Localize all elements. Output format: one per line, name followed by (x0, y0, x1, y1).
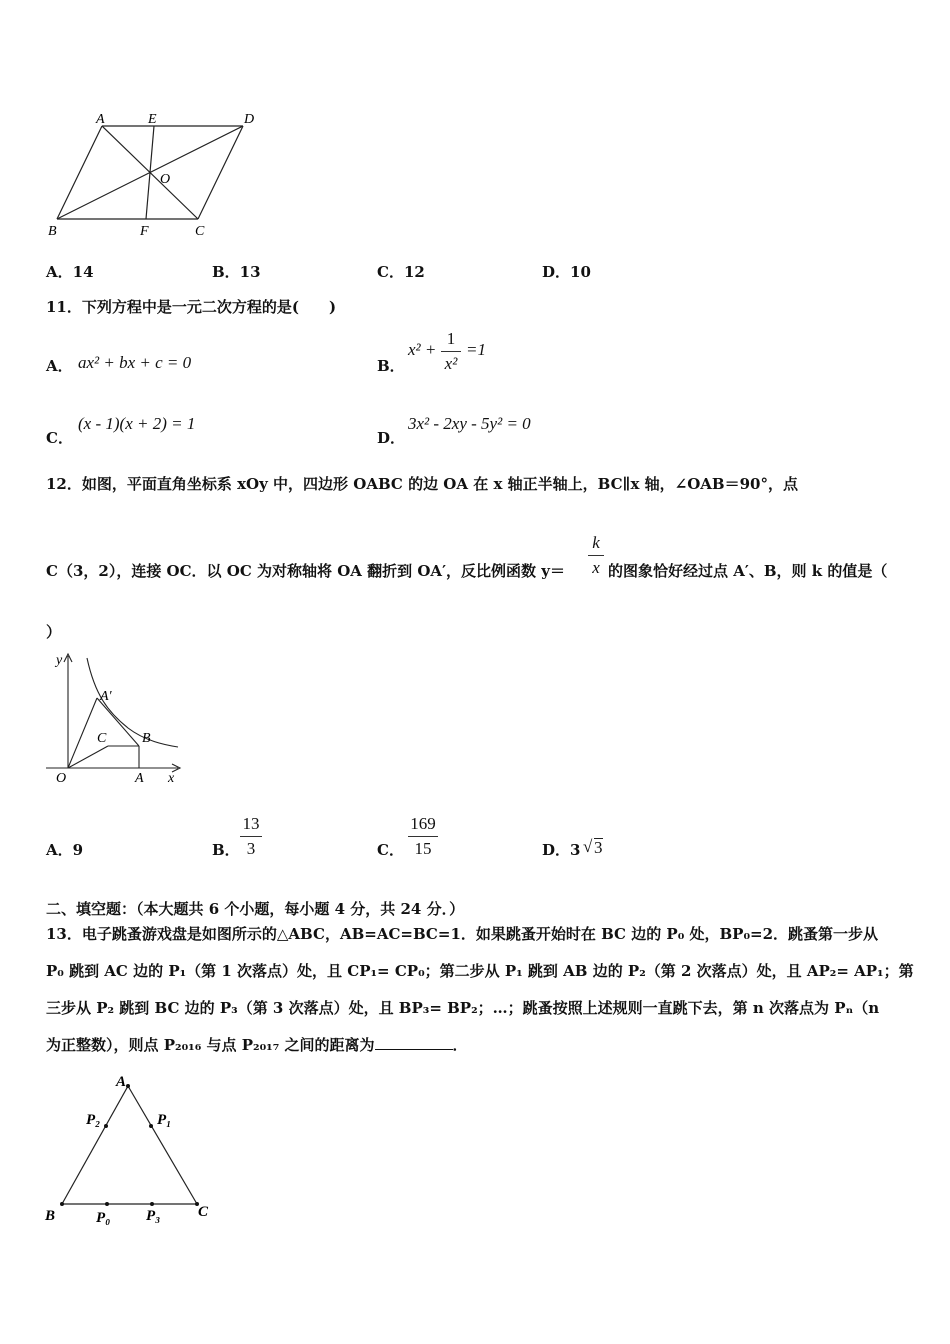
q12-option-b-den: 3 (246, 839, 256, 858)
q11-option-b-frac-num: 1 (446, 329, 456, 348)
q12-option-d-radicand: 3 (594, 838, 603, 857)
edge-ab (62, 1086, 128, 1204)
q11-option-b-expr-right: =1 (466, 340, 486, 359)
label-c: C (97, 731, 107, 746)
q11-option-b-expr-left: x² + (408, 340, 437, 359)
label-y: y (56, 653, 63, 668)
label-e: E (148, 112, 157, 127)
segment-oa-prime (68, 698, 97, 768)
section2-heading: 二、填空题：（本大题共 6 个小题，每小题 4 分，共 24 分．） (46, 900, 465, 918)
label-f: F (140, 224, 149, 239)
q12-option-c-num: 169 (410, 814, 436, 833)
q11-option-d-label[interactable]: D． (377, 429, 406, 447)
triangle-figure (40, 1070, 220, 1230)
q12-option-c-fraction (408, 814, 438, 859)
q12-fraction (588, 533, 604, 578)
label-c: C (195, 224, 205, 239)
q12-option-b-fraction (240, 814, 262, 859)
q13-line1: 13．电子跳蚤游戏盘是如图所示的△ABC，AB=AC=BC=1．如果跳蚤开始时在 BC 边的 P₀ 处，BP₀=2．跳蚤第一步从 (46, 925, 879, 943)
q13-line4-post: ． (452, 1036, 468, 1054)
q11-option-b-label[interactable]: B． (377, 357, 405, 375)
q12-line2-pre: C（3，2），连接 OC．以 OC 为对称轴将 OA 翻折到 OA′，反比例函数 y＝ (46, 562, 565, 580)
point-p3 (150, 1202, 154, 1206)
parallelogram-figure (40, 105, 270, 245)
q10-option-d[interactable]: D．10 (542, 263, 591, 281)
sqrt-icon: √ (583, 837, 593, 856)
coordinate-figure (40, 650, 190, 790)
q13-line4-pre: 为正整数），则点 P₂₀₁₆ 与点 P₂₀₁₇ 之间的距离为 (46, 1036, 375, 1054)
point-p2 (104, 1124, 108, 1128)
q13-line4 (46, 1034, 468, 1055)
label-a: A (96, 112, 105, 127)
label-p0: P₀ (96, 1210, 111, 1226)
q11-option-c-expr: (x - 1)(x + 2) = 1 (78, 414, 196, 433)
q12-line1: 12．如图，平面直角坐标系 xOy 中，四边形 OABC 的边 OA 在 x 轴正半轴上，BC∥x 轴，∠OAB＝90°，点 (46, 475, 798, 493)
point-b (60, 1202, 64, 1206)
edge-ab (57, 126, 102, 219)
label-b: B (48, 224, 57, 239)
segment-ef (146, 126, 154, 219)
label-d: D (244, 112, 255, 127)
label-a: A (135, 771, 144, 786)
q11-option-b-frac-den: x² (444, 354, 458, 373)
q12-line2-post: 的图象恰好经过点 A′、B，则 k 的值是（ (608, 562, 888, 580)
point-p0 (105, 1202, 109, 1206)
q13-line2: P₀ 跳到 AC 边的 P₁（第 1 次落点）处，且 CP₁= CP₀；第二步从 P₁ 跳到 AB 边的 P₂（第 2 次落点）处，且 AP₂= AP₁；第 (46, 962, 914, 980)
q11-stem: 11．下列方程中是一元二次方程的是( ) (46, 298, 337, 316)
label-p3: P₃ (146, 1208, 161, 1224)
label-o: O (56, 771, 67, 786)
q12-frac-num: k (592, 533, 600, 552)
q12-frac-den: x (592, 558, 600, 577)
q11-option-b-fraction (441, 329, 461, 374)
label-o: O (160, 172, 171, 187)
q10-option-b[interactable]: B．13 (212, 263, 261, 281)
q12-option-c-label[interactable]: C． (377, 841, 404, 859)
label-b: B (45, 1208, 56, 1224)
q12-option-c-den: 15 (414, 839, 432, 858)
edge-dc (198, 126, 243, 219)
point-a (126, 1084, 130, 1088)
q12-option-b-label[interactable]: B． (212, 841, 240, 859)
label-c: C (198, 1204, 209, 1220)
edge-ac (128, 1086, 197, 1204)
answer-blank[interactable] (375, 1035, 453, 1050)
label-a-prime: A′ (100, 689, 112, 704)
label-a: A (116, 1074, 127, 1090)
q12-option-a[interactable]: A．9 (46, 841, 84, 859)
q10-option-c[interactable]: C．12 (377, 263, 425, 281)
q10-option-a[interactable]: A．14 (46, 263, 94, 281)
q11-option-c-label[interactable]: C． (46, 429, 73, 447)
q12-line3: ） (46, 623, 62, 641)
q11-option-d-expr: 3x² - 2xy - 5y² = 0 (408, 414, 531, 433)
q12-option-b-num: 13 (242, 814, 260, 833)
point-p1 (149, 1124, 153, 1128)
label-p2: P₂ (86, 1112, 101, 1128)
q13-line3: 三步从 P₂ 跳到 BC 边的 P₃（第 3 次落点）处，且 BP₃= BP₂；…；跳蚤按照上述规则一直跳下去，第 n 次落点为 Pₙ（n (46, 999, 880, 1017)
q12-option-d-label[interactable]: D．3 (542, 841, 581, 859)
label-x: x (168, 771, 175, 786)
q11-option-a-expr: ax² + bx + c = 0 (78, 353, 192, 372)
q11-option-a-label[interactable]: A． (46, 357, 73, 375)
segment-oc (68, 746, 108, 768)
label-p1: P₁ (157, 1112, 172, 1128)
label-b: B (142, 731, 151, 746)
